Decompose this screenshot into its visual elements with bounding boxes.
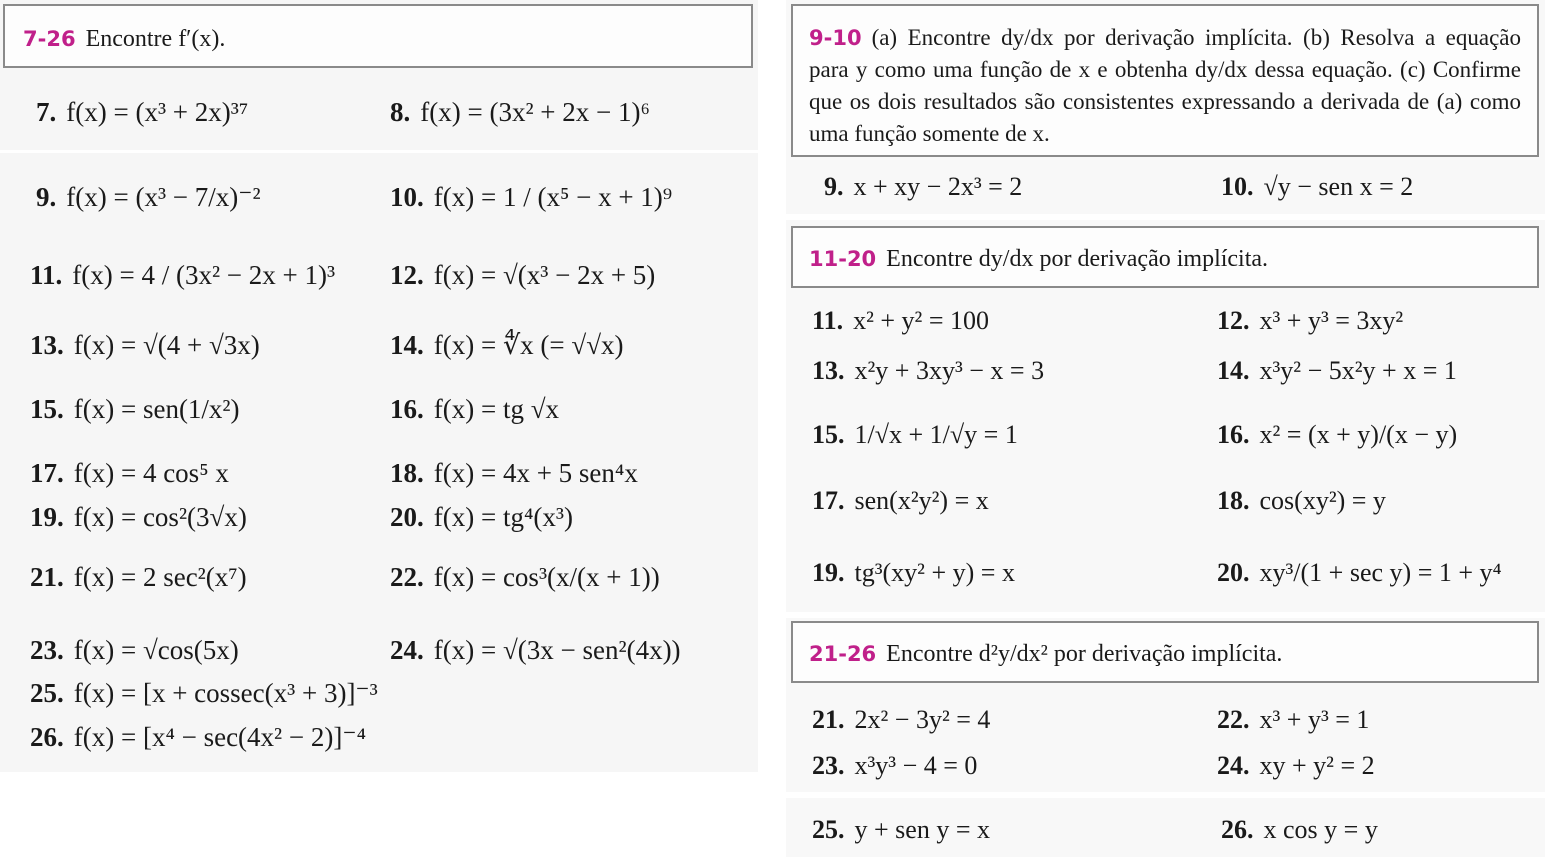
exercise-r26: 26. x cos y = y bbox=[1221, 815, 1378, 844]
exercise-r18: 18. cos(xy²) = y bbox=[1217, 486, 1386, 515]
exercise-r11: 11. x² + y² = 100 bbox=[812, 306, 989, 335]
exercise-r21: 21. 2x² − 3y² = 4 bbox=[812, 705, 991, 734]
exercise-r17: 17. sen(x²y²) = x bbox=[812, 486, 989, 515]
section-range-11-20: 11-20 bbox=[809, 247, 877, 271]
exercise-r14: 14. x³y² − 5x²y + x = 1 bbox=[1217, 356, 1457, 385]
exercise-23: 23. f(x) = √cos(5x) bbox=[30, 635, 239, 665]
exercise-14: 14. f(x) = ∜x (= √√x) bbox=[390, 330, 624, 360]
left-section-header bbox=[3, 4, 753, 68]
right-row-divider-2 bbox=[786, 612, 1545, 618]
exercise-19: 19. f(x) = cos²(3√x) bbox=[30, 502, 247, 532]
exercise-13: 13. f(x) = √(4 + √3x) bbox=[30, 330, 260, 360]
exercise-20: 20. f(x) = tg⁴(x³) bbox=[390, 502, 573, 532]
exercise-r24: 24. xy + y² = 2 bbox=[1217, 751, 1375, 780]
exercise-15: 15. f(x) = sen(1/x²) bbox=[30, 394, 240, 424]
exercise-r19: 19. tg³(xy² + y) = x bbox=[812, 558, 1015, 587]
section-range-9-10: 9-10 bbox=[809, 26, 862, 50]
exercise-10: 10. f(x) = 1 / (x⁵ − x + 1)⁹ bbox=[390, 182, 673, 212]
exercise-11: 11. f(x) = 4 / (3x² − 2x + 1)³ bbox=[30, 260, 336, 290]
exercise-7: 7. f(x) = (x³ + 2x)³⁷ bbox=[36, 97, 249, 127]
right-section-header-11-20 bbox=[791, 226, 1539, 288]
exercise-r10: 10. √y − sen x = 2 bbox=[1221, 172, 1414, 201]
exercise-18: 18. f(x) = 4x + 5 sen⁴x bbox=[390, 458, 638, 488]
section-range-21-26: 21-26 bbox=[809, 642, 877, 666]
left-row-divider bbox=[0, 150, 758, 153]
exercise-12: 12. f(x) = √(x³ − 2x + 5) bbox=[390, 260, 656, 290]
exercise-r25: 25. y + sen y = x bbox=[812, 815, 990, 844]
exercise-r12: 12. x³ + y³ = 3xy² bbox=[1217, 306, 1404, 335]
exercise-16: 16. f(x) = tg √x bbox=[390, 394, 560, 424]
exercise-26: 26. f(x) = [x⁴ − sec(4x² − 2)]⁻⁴ bbox=[30, 722, 367, 752]
exercise-22: 22. f(x) = cos³(x/(x + 1)) bbox=[390, 562, 660, 592]
section-instruction-21-26: Encontre d²y/dx² por derivação implícita. bbox=[886, 641, 1283, 667]
exercise-25: 25. f(x) = [x + cossec(x³ + 3)]⁻³ bbox=[30, 678, 378, 708]
section-instruction-11-20: Encontre dy/dx por derivação implícita. bbox=[886, 246, 1269, 272]
section-instruction-9-10: (a) Encontre dy/dx por derivação implícita. (b) Resolva a equação para y como uma função de x e obtenha dy/dx dessa equação. (c) Confirme que os dois resultados são consistentes expressando a derivada de (a) como uma função somente de x. bbox=[809, 25, 1521, 146]
right-row-divider-1 bbox=[786, 214, 1545, 220]
right-row-divider-3 bbox=[786, 792, 1545, 798]
right-section-header-21-26 bbox=[791, 621, 1539, 683]
exercise-r16: 16. x² = (x + y)/(x − y) bbox=[1217, 420, 1458, 449]
exercise-r23: 23. x³y³ − 4 = 0 bbox=[812, 751, 978, 780]
exercise-r13: 13. x²y + 3xy³ − x = 3 bbox=[812, 356, 1045, 385]
exercise-8: 8. f(x) = (3x² + 2x − 1)⁶ bbox=[390, 97, 650, 127]
section-range-7-26: 7-26 bbox=[23, 27, 76, 51]
exercise-r15: 15. 1/√x + 1/√y = 1 bbox=[812, 420, 1018, 449]
exercise-17: 17. f(x) = 4 cos⁵ x bbox=[30, 458, 229, 488]
exercise-21: 21. f(x) = 2 sec²(x⁷) bbox=[30, 562, 247, 592]
exercise-9: 9. f(x) = (x³ − 7/x)⁻² bbox=[36, 182, 261, 212]
section-instruction: Encontre f′(x). bbox=[85, 26, 226, 52]
right-section-header-9-10 bbox=[791, 4, 1539, 157]
exercise-r22: 22. x³ + y³ = 1 bbox=[1217, 705, 1370, 734]
exercise-r9: 9. x + xy − 2x³ = 2 bbox=[824, 172, 1023, 201]
exercise-r20: 20. xy³/(1 + sec y) = 1 + y⁴ bbox=[1217, 558, 1502, 587]
exercise-24: 24. f(x) = √(3x − sen²(4x)) bbox=[390, 635, 681, 665]
